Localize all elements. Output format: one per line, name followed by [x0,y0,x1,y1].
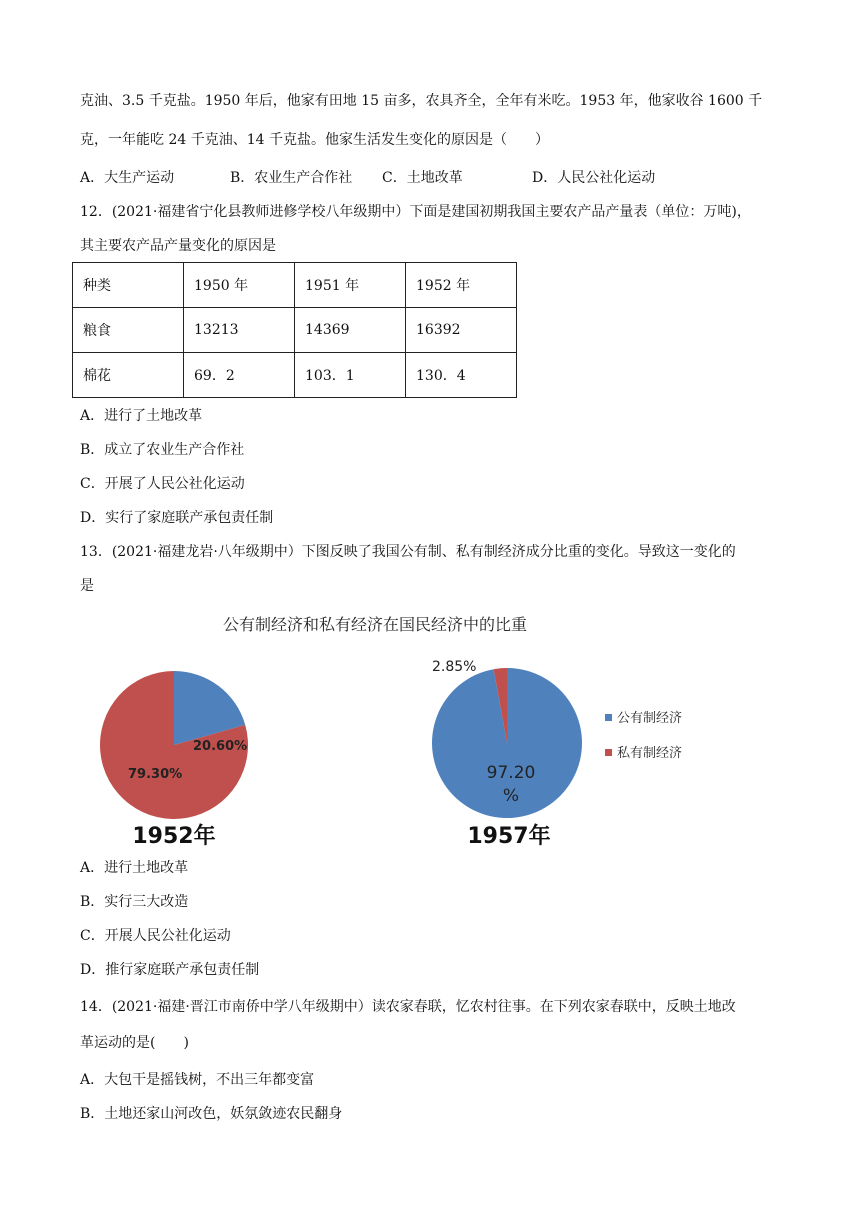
table-cell: 13213 [184,308,295,353]
pie-charts [60,640,720,850]
table-header-cell: 1951 年 [295,263,406,308]
q13-option-c[interactable]: C．开展人民公社化运动 [80,928,231,944]
table-row [73,353,517,398]
table-cell: 粮食 [73,308,184,353]
q13-text-line-1: 13．(2021·福建龙岩·八年级期中）下图反映了我国公有制、私有制经济成分比重的变化。导致这一变化的 [80,544,736,560]
q11-text-line-2: 克，一年能吃 24 千克油、14 千克盐。他家生活发生变化的原因是（ ） [80,132,549,148]
q12-option-a[interactable]: A．进行了土地改革 [80,408,203,424]
legend-swatch-private [605,749,612,756]
q11-text-line-1: 克油、3.5 千克盐。1950 年后，他家有田地 15 亩多，农具齐全，全年有米吃。1953 年，他家收谷 1600 千 [80,93,763,109]
pie-1957-label-private: 2.85% [432,659,477,675]
legend-label-private: 私有制经济 [617,746,683,761]
q12-option-b[interactable]: B．成立了农业生产合作社 [80,442,245,458]
table-header-row [73,263,517,308]
pie-1952-year: 1952年 [132,824,216,849]
q12-text-line-2: 其主要农产品产量变化的原因是 [80,238,276,254]
table-cell: 103．1 [295,353,406,398]
pie-1957-label-public: 97.20 [486,763,536,783]
table-header-cell: 1952 年 [406,263,517,308]
legend-swatch-public [605,714,612,721]
table-cell: 130．4 [406,353,517,398]
table-header-cell: 种类 [73,263,184,308]
q14-option-a[interactable]: A．大包干是摇钱树，不出三年都变富 [80,1072,315,1088]
q11-option-c[interactable]: C．土地改革 [382,170,463,186]
q11-option-b[interactable]: B．农业生产合作社 [230,170,353,186]
pie-1952-label-private: 79.30% [128,767,183,782]
table-cell: 69．2 [184,353,295,398]
pie-1952-label-public: 20.60% [193,739,248,754]
q13-option-d[interactable]: D．推行家庭联产承包责任制 [80,962,260,978]
q11-option-d[interactable]: D．人民公社化运动 [532,170,656,186]
q14-text-line-1: 14．(2021·福建·晋江市南侨中学八年级期中）读农家春联，忆农村往事。在下列农家春联中，反映土地改 [80,999,736,1015]
table-cell: 14369 [295,308,406,353]
pie-1957-label-public-percent: % [502,786,520,806]
production-table [72,262,517,398]
q14-text-line-2: 革运动的是( ) [80,1035,189,1051]
q13-text-line-2: 是 [80,578,94,594]
table-row [73,308,517,353]
pie-1957-year: 1957年 [467,824,551,849]
q13-option-a[interactable]: A．进行土地改革 [80,860,189,876]
q11-option-a[interactable]: A．大生产运动 [80,170,175,186]
chart-title: 公有制经济和私有经济在国民经济中的比重 [222,615,527,634]
q12-text-line-1: 12．(2021·福建省宁化县教师进修学校八年级期中）下面是建国初期我国主要农产品产量表（单位：万吨)， [80,204,751,220]
table-cell: 16392 [406,308,517,353]
q12-option-d[interactable]: D．实行了家庭联产承包责任制 [80,510,274,526]
table-header-cell: 1950 年 [184,263,295,308]
table-cell: 棉花 [73,353,184,398]
q14-option-b[interactable]: B．土地还家山河改色，妖氛敛迹农民翻身 [80,1106,343,1122]
legend-label-public: 公有制经济 [617,711,683,726]
q12-option-c[interactable]: C．开展了人民公社化运动 [80,476,245,492]
q13-option-b[interactable]: B．实行三大改造 [80,894,189,910]
